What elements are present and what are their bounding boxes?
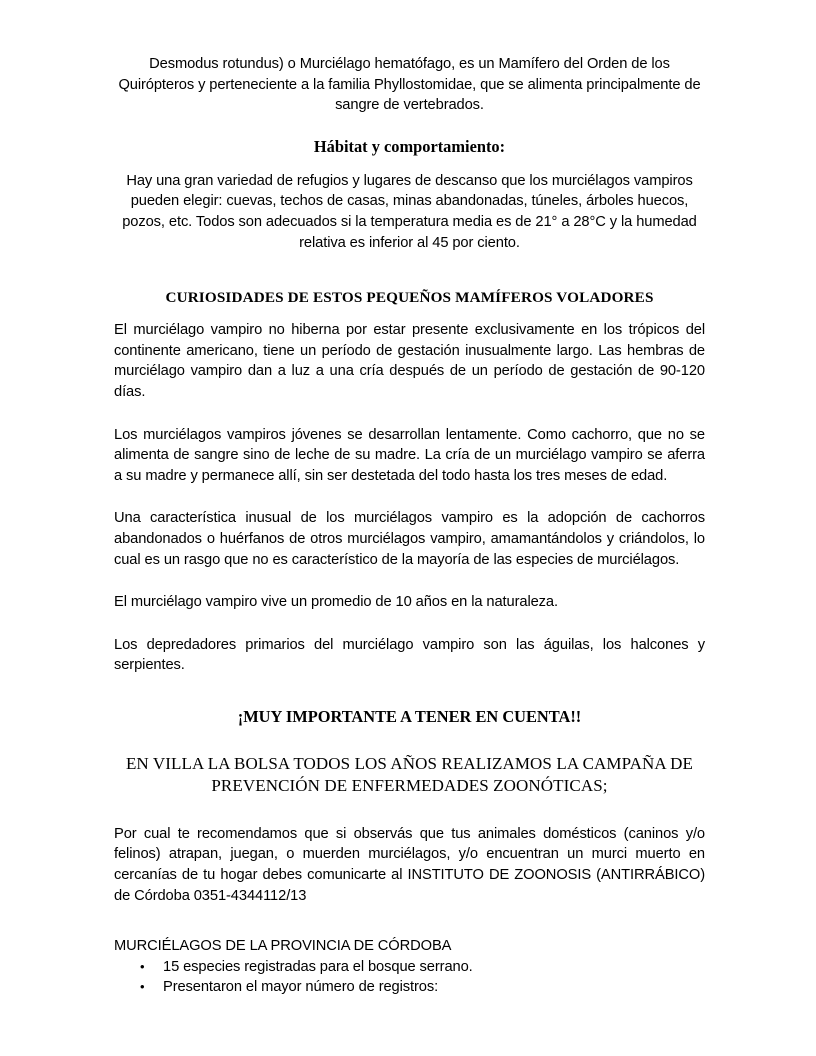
spacer [114,570,705,592]
paragraph-lifespan: El murciélago vampiro vive un promedio de 10 años en la naturaleza. [114,594,558,611]
spacer [114,157,705,171]
habitat-paragraph: Hay una gran variedad de refugios y lugares de descanso que los murciélagos vampiros pueden elegir: cuevas, techos de casas, minas abandonadas, túneles, árboles huecos, pozos, etc. Todos son adecuados si la temperatura media es de 21° a 28°C y la humedad relativa es inferior al 45 por ciento. [122,172,697,251]
paragraph-adoption: Una característica inusual de los murciélagos vampiro es la adopción de cachorros abandonados o huérfanos de otros murciélagos vampiro, amamantándolos y criándolos, lo cual es un rasgo que no es característico de la mayoría de las especies de murciélagos. [114,510,705,568]
spacer [114,798,705,824]
intro-paragraph: Desmodus rotundus) o Murciélago hematófago, es un Mamífero del Orden de los Quirópteros y perteneciente a la familia Phyllostomidae, que se alimenta principalmente de sangre de vertebrados. [118,56,701,114]
spacer [114,727,705,753]
document-content [114,54,705,998]
spacer [114,253,705,287]
spacer [114,403,705,425]
list-item-label: 15 especies registradas para el bosque serrano. [163,958,473,975]
important-notice-heading: ¡MUY IMPORTANTE A TENER EN CUENTA!! [237,706,582,726]
spacer [114,308,705,320]
paragraph-predators: Los depredadores primarios del murciélago vampiro son las águilas, los halcones y serpientes. [114,636,705,674]
bullet-icon: • [140,958,145,974]
habitat-heading: Hábitat y comportamiento: [313,136,506,156]
list-item-label: Presentaron el mayor número de registros: [163,979,439,996]
bullet-icon: • [140,979,145,995]
paragraph-development: Los murciélagos vampiros jóvenes se desarrollan lentamente. Como cachorro, que no se alimenta de sangre sino de leche de su madre. La cría de un murciélago vampiro se aferra a su madre y permanece allí, sin ser destetada del todo hasta los tres meses de edad. [114,426,705,484]
list-item [114,977,705,998]
list-item [114,957,705,978]
spacer [114,613,705,635]
province-heading: MURCIÉLAGOS DE LA PROVINCIA DE CÓRDOBA [114,938,452,955]
spacer [114,116,705,136]
recommendation-paragraph: Por cual te recomendamos que si observás que tus animales domésticos (caninos y/o felinos) atrapan, juegan, o muerden murciélagos, y/o encuentran un murci muerto en cercanías de tu hogar debes comunicarte al INSTITUTO DE ZOONOSIS (ANTIRRÁBICO) de Córdoba 0351-4344112/13 [114,825,705,904]
spacer [114,906,705,936]
species-bullet-list [114,957,705,998]
spacer [114,676,705,706]
spacer [114,486,705,508]
paragraph-gestation: El murciélago vampiro no hiberna por estar presente exclusivamente en los trópicos del continente americano, tiene un período de gestación inusualmente largo. Las hembras de murciélago vampiro dan a luz a una cría después de un período de gestación de 90-120 días. [114,322,705,400]
campaign-heading: EN VILLA LA BOLSA TODOS LOS AÑOS REALIZAMOS LA CAMPAÑA DE PREVENCIÓN DE ENFERMEDADES ZOONÓTICAS; [125,753,694,796]
curiosities-heading: CURIOSIDADES DE ESTOS PEQUEÑOS MAMÍFEROS VOLADORES [165,289,654,307]
